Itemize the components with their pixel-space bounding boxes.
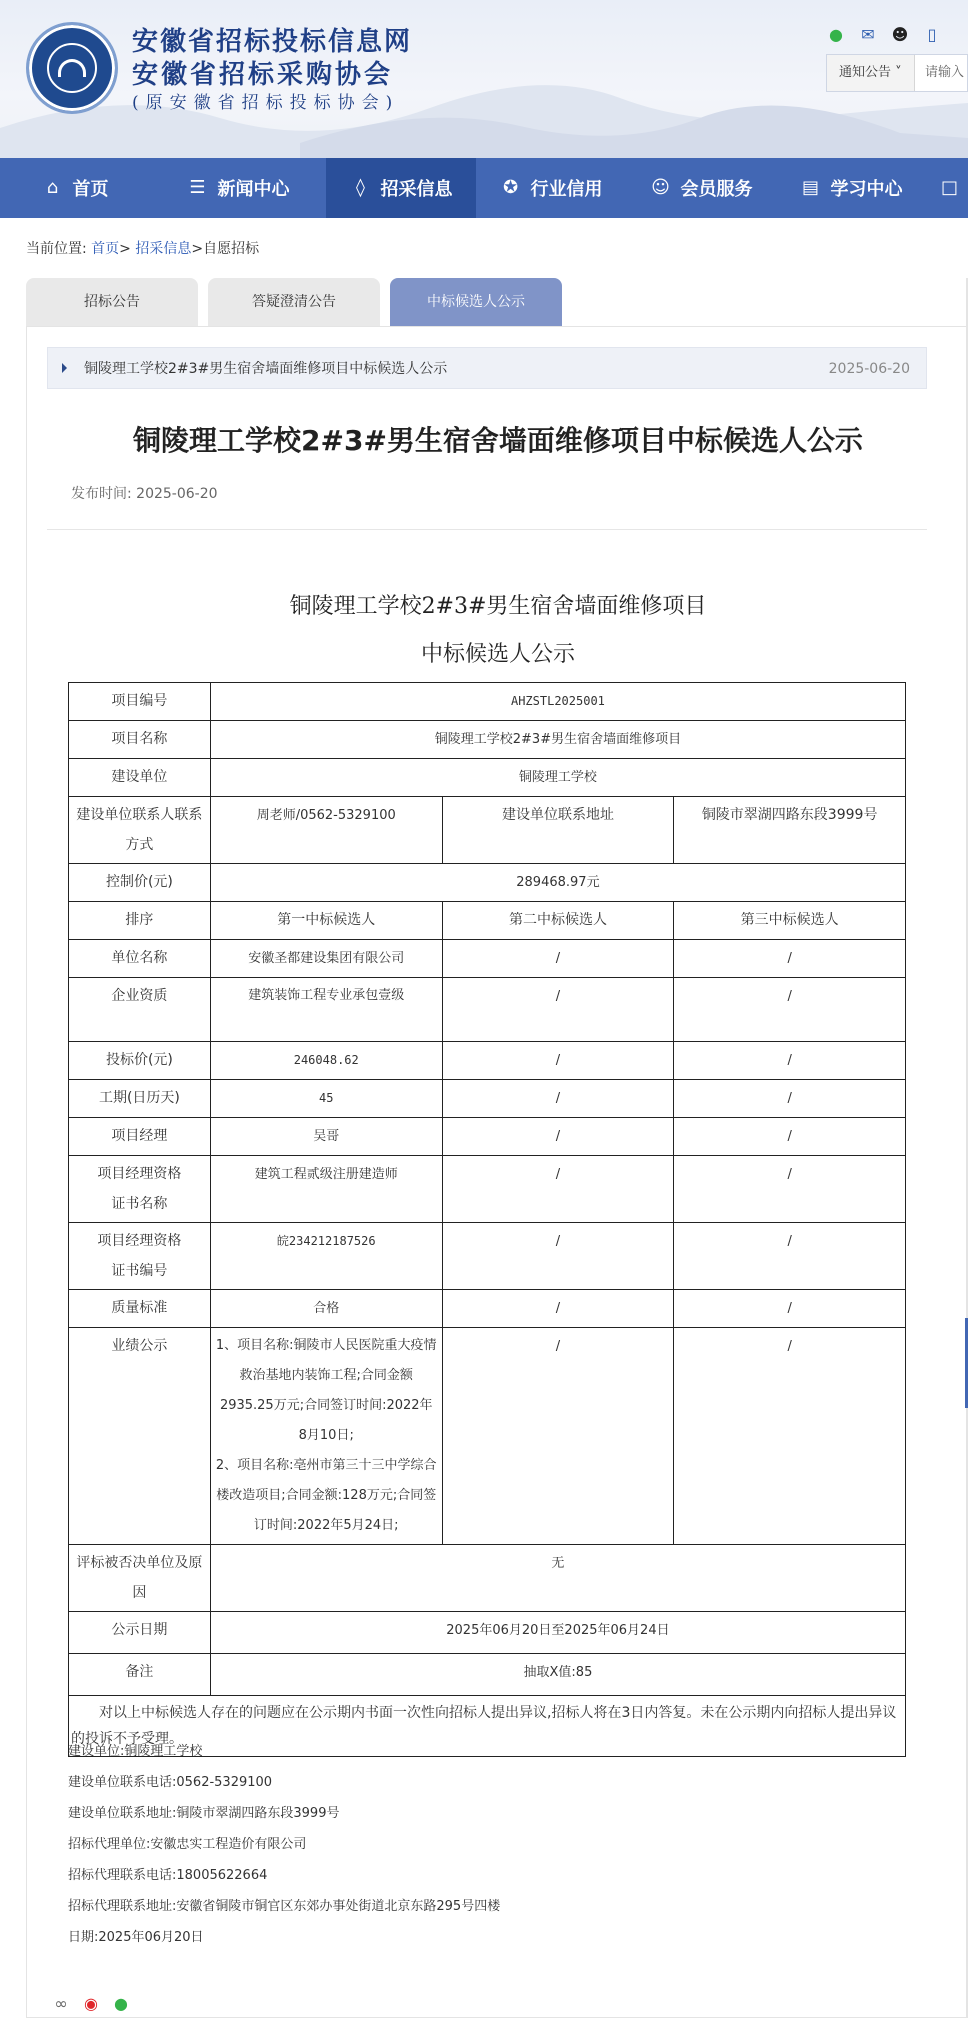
article-title: 铜陵理工学校2#3#男生宿舍墙面维修项目中标候选人公示 — [133, 424, 863, 457]
search-category-select[interactable]: 通知公告 ˅ — [827, 55, 915, 91]
share-bar — [51, 1994, 131, 2014]
table-cell-value: 铜陵理工学校2#3#男生宿舍墙面维修项目 — [210, 721, 905, 759]
performance-item: 2、项目名称:亳州市第三十三中学综合楼改造项目;合同金额:128万元;合同签订时间:2022年5月24日; — [215, 1458, 437, 1533]
table-cell-value: / — [674, 1042, 906, 1080]
table-cell-header: 第三中标候选人 — [674, 902, 906, 940]
table-cell-label: 业绩公示 — [69, 1328, 211, 1545]
table-row — [69, 1080, 906, 1118]
notice-item-title: 铜陵理工学校2#3#男生宿舍墙面维修项目中标候选人公示 — [84, 361, 448, 377]
table-cell-value: 铜陵理工学校 — [210, 759, 905, 797]
home-icon: ⌂ — [46, 177, 59, 198]
weibo-icon[interactable]: ◉ — [84, 1994, 98, 2013]
document-heading: 铜陵理工学校2#3#男生宿舍墙面维修项目 — [289, 594, 707, 619]
table-cell-value: 289468.97元 — [210, 864, 905, 902]
breadcrumb — [26, 238, 259, 258]
contact-line: 建设单位联系电话:0562-5329100 — [68, 1775, 273, 1790]
mobile-icon[interactable]: ▯ — [927, 25, 937, 44]
table-row — [69, 721, 906, 759]
performance-item: 1、项目名称:铜陵市人民医院重大疫情救治基地内装饰工程;合同金额2935.25万元;合同签订时间:2022年8月10日; — [215, 1338, 437, 1443]
table-cell-label: 公示日期 — [69, 1612, 211, 1654]
share-icon[interactable]: ∞ — [54, 1994, 68, 2013]
nav-item-news[interactable]: ☰ 新闻中心 — [150, 158, 326, 218]
breadcrumb-separator: > — [119, 241, 131, 257]
table-cell-value: / — [674, 1156, 906, 1223]
table-cell-label: 建设单位联系地址 — [442, 797, 674, 864]
contact-line: 建设单位:铜陵理工学校 — [68, 1744, 203, 1759]
contact-line: 日期:2025年06月20日 — [68, 1930, 204, 1945]
table-cell-label: 备注 — [69, 1654, 211, 1696]
table-row — [69, 797, 906, 864]
table-row — [69, 978, 906, 1042]
breadcrumb-prefix: 当前位置: — [26, 241, 87, 257]
table-cell-value: / — [674, 1328, 906, 1545]
table-cell-label: 排序 — [69, 902, 211, 940]
table-cell-value: 抽取X值:85 — [210, 1654, 905, 1696]
nav-item-learning[interactable]: ▤ 学习中心 — [776, 158, 926, 218]
table-cell-value: 周老师/0562-5329100 — [210, 797, 442, 864]
objection-note: 对以上中标候选人存在的问题应在公示期内书面一次性向招标人提出异议,招标人将在3日内答复。未在公示期内向招标人提出异议的投诉不予受理。 — [69, 1696, 906, 1757]
table-cell-value: / — [442, 1118, 674, 1156]
table-cell-value: 皖234212187526 — [210, 1223, 442, 1290]
contact-info — [68, 1736, 500, 1953]
table-cell-label: 项目经理资格证书编号 — [69, 1223, 211, 1290]
wechat-icon[interactable]: ● — [829, 25, 843, 44]
table-cell-value: 建筑装饰工程专业承包壹级 — [210, 978, 442, 1042]
table-cell-value: / — [674, 1290, 906, 1328]
table-cell-value: 安徽圣都建设集团有限公司 — [210, 940, 442, 978]
header-icons — [826, 26, 942, 44]
candidate-table — [68, 682, 906, 1757]
tab-candidate-notice[interactable]: 中标候选人公示 — [390, 278, 562, 326]
publish-time — [71, 483, 218, 503]
table-cell-header: 第二中标候选人 — [442, 902, 674, 940]
layers-icon: ◊ — [356, 177, 365, 198]
tab-clarification-notice[interactable]: 答疑澄清公告 — [208, 278, 380, 326]
table-row — [69, 683, 906, 721]
table-cell-label: 质量标准 — [69, 1290, 211, 1328]
book-icon: ▤ — [801, 177, 819, 198]
site-title-line3: (原安徽省招标投标协会) — [132, 93, 400, 113]
table-cell-value — [210, 1328, 442, 1545]
contact-line: 建设单位联系地址:铜陵市翠湖四路东段3999号 — [68, 1806, 340, 1821]
table-cell-label: 建设单位 — [69, 759, 211, 797]
user-icon: ☺ — [651, 177, 670, 198]
tab-tender-notice[interactable]: 招标公告 — [26, 278, 198, 326]
table-cell-value: 无 — [210, 1545, 905, 1612]
table-cell-value: AHZSTL2025001 — [210, 683, 905, 721]
table-row — [69, 1654, 906, 1696]
notice-item-bar[interactable] — [47, 347, 927, 389]
table-cell-value: / — [442, 1156, 674, 1223]
table-cell-value: 45 — [210, 1080, 442, 1118]
table-cell-value: / — [442, 978, 674, 1042]
table-cell-value: / — [674, 940, 906, 978]
table-cell-label: 项目经理资格证书名称 — [69, 1156, 211, 1223]
table-cell-label: 控制价(元) — [69, 864, 211, 902]
news-icon: ☰ — [189, 177, 206, 198]
table-row — [69, 1612, 906, 1654]
table-row — [69, 759, 906, 797]
site-title-line2: 安徽省招标采购协会 — [132, 60, 394, 90]
table-cell-label: 单位名称 — [69, 940, 211, 978]
document-subheading: 中标候选人公示 — [420, 642, 575, 667]
qq-icon[interactable]: ☻ — [891, 25, 909, 44]
table-cell-value: / — [442, 1290, 674, 1328]
contact-line: 招标代理单位:安徽忠实工程造价有限公司 — [68, 1837, 307, 1852]
notice-item-date: 2025-06-20 — [828, 361, 910, 377]
table-cell-value: / — [674, 1118, 906, 1156]
nav-item-home[interactable]: ⌂ 首页 — [0, 158, 150, 218]
table-cell-value: 建筑工程贰级注册建造师 — [210, 1156, 442, 1223]
table-cell-value: / — [442, 1223, 674, 1290]
table-row — [69, 1545, 906, 1612]
publish-time-value: 2025-06-20 — [136, 486, 218, 502]
wechat-icon[interactable]: ● — [114, 1994, 128, 2013]
mail-icon[interactable]: ✉ — [861, 25, 875, 44]
breadcrumb-current: 自愿招标 — [203, 241, 260, 257]
notice-tabs — [26, 278, 562, 326]
nav-item-member[interactable]: ☺ 会员服务 — [651, 177, 753, 200]
breadcrumb-separator: > — [191, 241, 204, 257]
table-cell-value: / — [674, 978, 906, 1042]
table-row — [69, 864, 906, 902]
contact-line: 招标代理联系电话:18005622664 — [68, 1868, 268, 1883]
table-cell-value: 合格 — [210, 1290, 442, 1328]
table-cell-value: 2025年06月20日至2025年06月24日 — [210, 1612, 905, 1654]
site-title — [132, 26, 412, 115]
table-cell-label: 企业资质 — [69, 978, 211, 1042]
nav-item-more[interactable] — [926, 158, 968, 218]
table-cell-label: 建设单位联系人联系方式 — [69, 797, 211, 864]
article-container — [26, 326, 968, 2018]
table-row — [69, 1118, 906, 1156]
table-cell-label: 工期(日历天) — [69, 1080, 211, 1118]
main-nav — [0, 158, 968, 218]
table-cell-value: 246048.62 — [210, 1042, 442, 1080]
table-row — [69, 1156, 906, 1223]
table-cell-value: 铜陵市翠湖四路东段3999号 — [674, 797, 906, 864]
table-row — [69, 1042, 906, 1080]
breadcrumb-home-link[interactable]: 首页 — [91, 241, 120, 257]
table-cell-value: / — [674, 1080, 906, 1118]
breadcrumb-procurement-link[interactable]: 招采信息 — [135, 241, 192, 257]
table-row — [69, 940, 906, 978]
table-cell-value: 吴哥 — [210, 1118, 442, 1156]
caret-right-icon — [62, 363, 67, 373]
folder-icon: □ — [940, 177, 958, 198]
table-cell-label: 项目编号 — [69, 683, 211, 721]
award-icon: ✪ — [502, 177, 519, 198]
table-cell-value: / — [442, 1042, 674, 1080]
publish-time-label: 发布时间: — [71, 486, 132, 502]
site-title-line1: 安徽省招标投标信息网 — [132, 27, 413, 57]
table-cell-header: 第一中标候选人 — [210, 902, 442, 940]
table-cell-label: 评标被否决单位及原因 — [69, 1545, 211, 1612]
contact-line: 招标代理联系地址:安徽省铜陵市铜官区东郊办事处街道北京东路295号四楼 — [68, 1899, 501, 1914]
table-cell-label: 项目经理 — [69, 1118, 211, 1156]
table-cell-label: 投标价(元) — [69, 1042, 211, 1080]
table-cell-value: / — [442, 940, 674, 978]
table-cell-value: / — [442, 1328, 674, 1545]
table-cell-value: / — [442, 1080, 674, 1118]
table-row — [69, 1290, 906, 1328]
table-row — [69, 902, 906, 940]
site-header — [0, 0, 968, 158]
table-cell-value: / — [674, 1223, 906, 1290]
table-row — [69, 1223, 906, 1290]
table-row — [69, 1328, 906, 1545]
nav-item-credit[interactable]: ✪ 行业信用 — [476, 158, 626, 218]
search-input[interactable]: 请输入 — [925, 65, 965, 80]
divider — [47, 529, 927, 530]
site-logo[interactable] — [26, 22, 118, 114]
search-box — [826, 54, 968, 92]
table-cell-label: 项目名称 — [69, 721, 211, 759]
nav-item-procurement[interactable]: ◊ 招采信息 — [326, 158, 476, 218]
